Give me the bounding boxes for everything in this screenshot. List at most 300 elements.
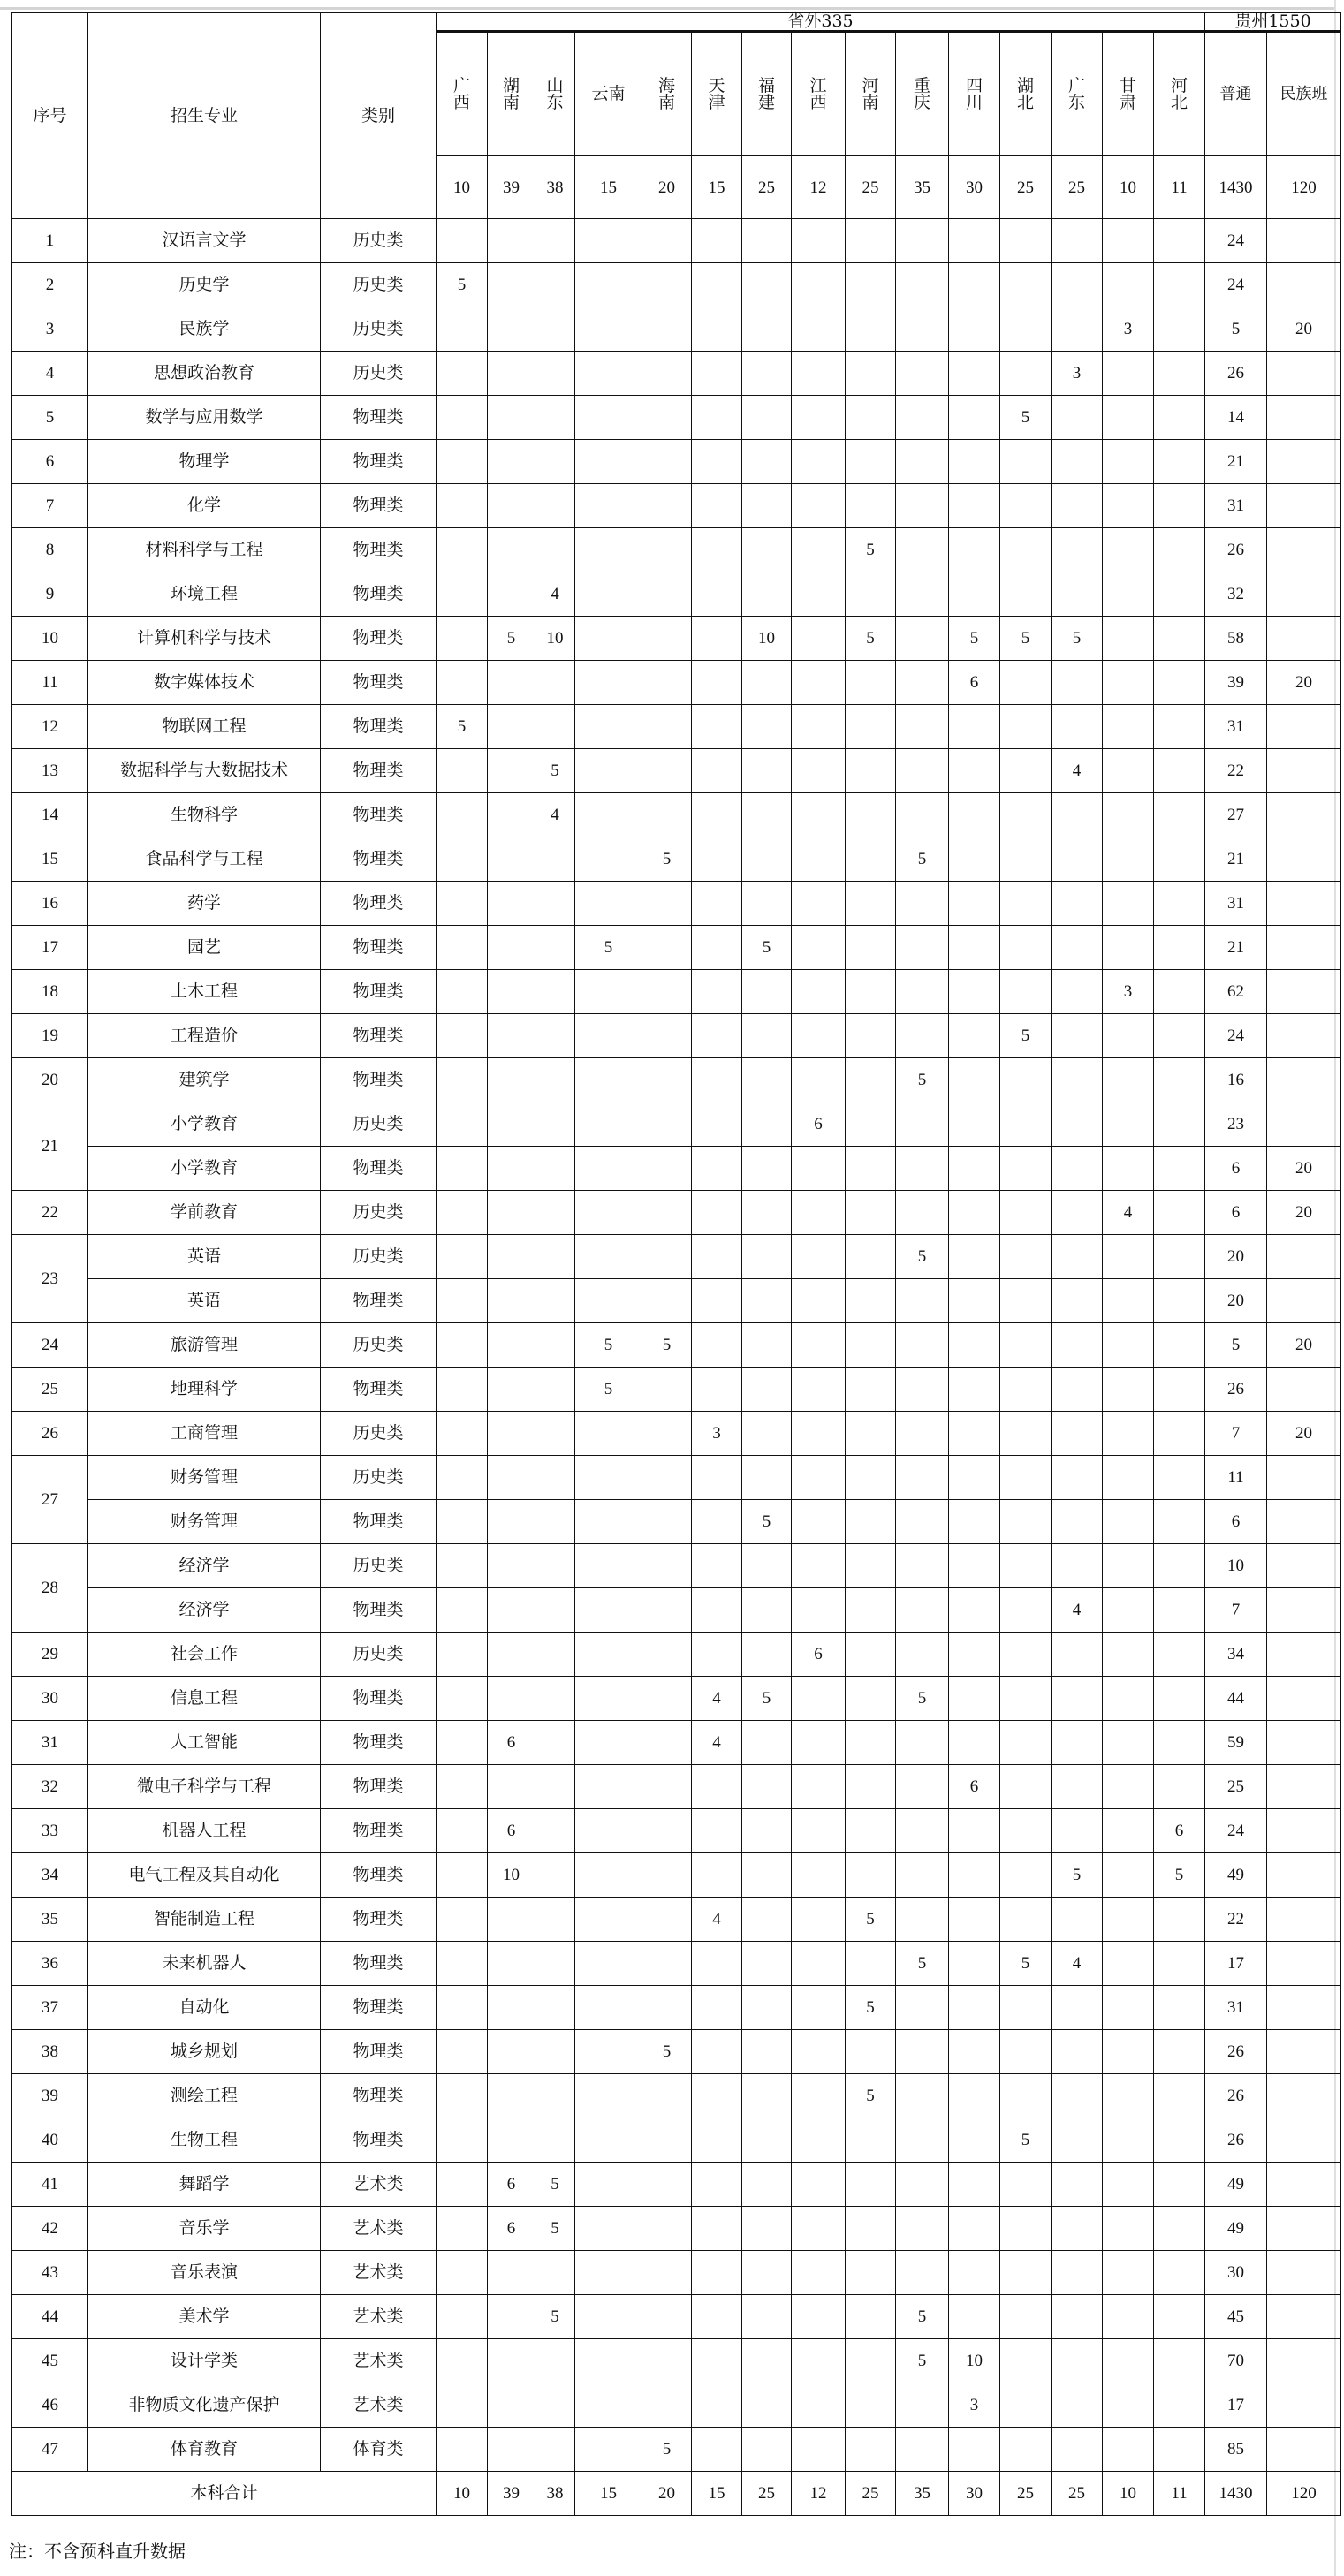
row-value (575, 2163, 642, 2207)
row-value (1103, 1588, 1154, 1633)
table-row (12, 1102, 1341, 1147)
row-value (437, 882, 488, 926)
row-value (1267, 705, 1341, 749)
row-value (488, 1058, 535, 1102)
row-value (949, 352, 1000, 396)
row-value (642, 2383, 692, 2428)
row-value: 11 (1205, 1456, 1267, 1500)
row-value: 5 (535, 2163, 575, 2207)
row-value: 5 (535, 2295, 575, 2339)
row-value (846, 2251, 896, 2295)
row-index: 46 (12, 2383, 88, 2428)
header-province-quota: 10 (1103, 156, 1154, 219)
row-value (1052, 1279, 1103, 1323)
row-value: 26 (1205, 528, 1267, 572)
row-value (846, 572, 896, 617)
row-value: 23 (1205, 1102, 1267, 1147)
row-value (1103, 1014, 1154, 1058)
row-value (792, 2251, 846, 2295)
row-value (692, 2295, 742, 2339)
row-value (742, 1942, 792, 1986)
row-value (692, 1633, 742, 1677)
row-value (1000, 2295, 1052, 2339)
row-value (1103, 1853, 1154, 1898)
row-value (575, 1235, 642, 1279)
row-value (896, 307, 949, 352)
row-value (1052, 705, 1103, 749)
row-value: 4 (692, 1721, 742, 1765)
row-value (1000, 440, 1052, 484)
row-value (437, 528, 488, 572)
row-value (846, 1235, 896, 1279)
row-value (575, 837, 642, 882)
row-value (1052, 970, 1103, 1014)
table-row (12, 2030, 1341, 2074)
row-value (1000, 1456, 1052, 1500)
row-value (488, 1500, 535, 1544)
row-value (1154, 1544, 1205, 1588)
row-value (896, 1323, 949, 1368)
row-value (949, 2428, 1000, 2472)
row-value (692, 1588, 742, 1633)
row-value (692, 1102, 742, 1147)
row-value: 6 (792, 1102, 846, 1147)
row-value (642, 970, 692, 1014)
row-value: 17 (1205, 2383, 1267, 2428)
row-value: 5 (1000, 617, 1052, 661)
row-value: 5 (642, 2428, 692, 2472)
row-value (535, 528, 575, 572)
row-value (1154, 1147, 1205, 1191)
row-value: 5 (742, 1677, 792, 1721)
row-value: 4 (535, 793, 575, 837)
row-value (1267, 837, 1341, 882)
row-value: 6 (488, 1721, 535, 1765)
table-row (12, 396, 1341, 440)
row-index: 47 (12, 2428, 88, 2472)
row-value (1052, 926, 1103, 970)
row-category: 艺术类 (321, 2251, 437, 2295)
row-value (437, 1588, 488, 1633)
row-index: 23 (12, 1235, 88, 1323)
row-index: 5 (12, 396, 88, 440)
row-value (535, 2030, 575, 2074)
row-value (488, 572, 535, 617)
row-value (896, 572, 949, 617)
row-value (1154, 2383, 1205, 2428)
row-value (575, 1853, 642, 1898)
row-value (1154, 705, 1205, 749)
row-value (792, 1677, 846, 1721)
header-province-quota: 38 (535, 156, 575, 219)
total-value: 25 (1000, 2472, 1052, 2516)
row-value (1267, 2207, 1341, 2251)
row-value (437, 2030, 488, 2074)
row-value (642, 528, 692, 572)
row-value (742, 1014, 792, 1058)
row-value (846, 2339, 896, 2383)
row-value (896, 528, 949, 572)
row-value (437, 1412, 488, 1456)
row-value (1000, 1633, 1052, 1677)
row-category: 体育类 (321, 2428, 437, 2472)
row-index: 43 (12, 2251, 88, 2295)
row-value (1154, 2207, 1205, 2251)
row-value (1267, 1721, 1341, 1765)
row-value (846, 2030, 896, 2074)
row-value (692, 1765, 742, 1809)
row-value (575, 661, 642, 705)
row-value: 21 (1205, 837, 1267, 882)
header-guizhou-sub: 民族班 (1267, 32, 1341, 156)
row-value (535, 307, 575, 352)
row-value (1267, 1368, 1341, 1412)
header-province: 湖 南 (488, 32, 535, 156)
row-value (1000, 2074, 1052, 2118)
table-row (12, 2428, 1341, 2472)
row-value (742, 1368, 792, 1412)
row-value (792, 219, 846, 263)
row-value (1000, 749, 1052, 793)
row-value (488, 1102, 535, 1147)
row-category: 物理类 (321, 661, 437, 705)
row-value (1000, 1279, 1052, 1323)
row-value (1154, 440, 1205, 484)
row-value (575, 528, 642, 572)
total-value: 20 (642, 2472, 692, 2516)
row-value (692, 2339, 742, 2383)
total-value: 12 (792, 2472, 846, 2516)
total-value: 10 (1103, 2472, 1154, 2516)
row-index: 14 (12, 793, 88, 837)
row-value (1000, 1677, 1052, 1721)
row-value (1052, 2428, 1103, 2472)
row-value (742, 970, 792, 1014)
row-value (535, 1235, 575, 1279)
row-value (792, 2163, 846, 2207)
row-value: 5 (896, 2339, 949, 2383)
row-value (692, 1191, 742, 1235)
row-value: 4 (1052, 1942, 1103, 1986)
row-value (846, 263, 896, 307)
header-province-quota: 25 (1000, 156, 1052, 219)
row-category: 物理类 (321, 396, 437, 440)
row-value (1267, 2251, 1341, 2295)
row-value (535, 1412, 575, 1456)
row-value: 5 (575, 1323, 642, 1368)
row-value (1103, 2207, 1154, 2251)
row-value (488, 1014, 535, 1058)
row-value (1103, 263, 1154, 307)
row-value (742, 1058, 792, 1102)
total-value: 35 (896, 2472, 949, 2516)
row-value: 7 (1205, 1412, 1267, 1456)
row-value (1103, 1721, 1154, 1765)
row-value: 5 (1154, 1853, 1205, 1898)
header-category: 类别 (321, 13, 437, 219)
row-value (1052, 1500, 1103, 1544)
row-value (1154, 528, 1205, 572)
table-row (12, 1456, 1341, 1500)
row-value: 5 (846, 528, 896, 572)
row-value: 3 (692, 1412, 742, 1456)
row-index: 35 (12, 1898, 88, 1942)
row-value (896, 1898, 949, 1942)
row-value (846, 749, 896, 793)
total-row (12, 2472, 1341, 2516)
row-value (488, 2383, 535, 2428)
row-value (575, 2295, 642, 2339)
header-province: 重 庆 (896, 32, 949, 156)
row-value (575, 2428, 642, 2472)
row-value (535, 1853, 575, 1898)
row-value (846, 1368, 896, 1412)
row-value (949, 926, 1000, 970)
row-value: 6 (792, 1633, 846, 1677)
row-value (692, 1368, 742, 1412)
header-province-quota: 35 (896, 156, 949, 219)
row-value (692, 2163, 742, 2207)
row-value: 21 (1205, 440, 1267, 484)
row-value (535, 352, 575, 396)
table-row (12, 1191, 1341, 1235)
row-value: 62 (1205, 970, 1267, 1014)
row-value (437, 617, 488, 661)
row-value: 4 (1052, 749, 1103, 793)
row-value (1052, 1544, 1103, 1588)
row-value: 5 (535, 749, 575, 793)
row-value (692, 219, 742, 263)
row-value (575, 793, 642, 837)
row-major: 经济学 (88, 1544, 321, 1588)
row-index: 25 (12, 1368, 88, 1412)
row-value (1103, 837, 1154, 882)
row-value (1103, 1412, 1154, 1456)
row-value (1000, 2030, 1052, 2074)
row-value (742, 2030, 792, 2074)
row-value (896, 2383, 949, 2428)
row-index: 4 (12, 352, 88, 396)
row-major: 英语 (88, 1235, 321, 1279)
row-value (692, 1014, 742, 1058)
row-value (535, 837, 575, 882)
row-value: 70 (1205, 2339, 1267, 2383)
row-value (642, 1412, 692, 1456)
row-major: 生物科学 (88, 793, 321, 837)
row-category: 物理类 (321, 1942, 437, 1986)
row-value (792, 2074, 846, 2118)
row-value (792, 2383, 846, 2428)
row-value (575, 617, 642, 661)
row-value (642, 1235, 692, 1279)
row-value (642, 926, 692, 970)
row-value: 21 (1205, 926, 1267, 970)
row-value (437, 1898, 488, 1942)
row-value (742, 2074, 792, 2118)
row-value (575, 352, 642, 396)
row-value (742, 1765, 792, 1809)
row-value (1000, 2207, 1052, 2251)
row-value (1000, 528, 1052, 572)
row-value (846, 1500, 896, 1544)
row-value: 30 (1205, 2251, 1267, 2295)
row-value (437, 1191, 488, 1235)
row-value (1267, 1456, 1341, 1500)
row-value (949, 1323, 1000, 1368)
row-value (949, 1235, 1000, 1279)
row-value (642, 484, 692, 528)
row-index: 26 (12, 1412, 88, 1456)
row-value (1052, 882, 1103, 926)
row-value (1000, 1235, 1052, 1279)
row-value (949, 572, 1000, 617)
row-value (437, 1765, 488, 1809)
row-value (896, 1986, 949, 2030)
row-value (437, 1809, 488, 1853)
row-major: 园艺 (88, 926, 321, 970)
row-value (437, 2383, 488, 2428)
row-category: 艺术类 (321, 2163, 437, 2207)
row-value (535, 1898, 575, 1942)
row-value (437, 1147, 488, 1191)
row-value (1052, 1677, 1103, 1721)
row-value: 49 (1205, 1853, 1267, 1898)
row-value (949, 1633, 1000, 1677)
row-value (1154, 1235, 1205, 1279)
row-value (1154, 1456, 1205, 1500)
row-value (437, 1677, 488, 1721)
row-value (896, 1633, 949, 1677)
row-value (792, 1898, 846, 1942)
row-value (949, 528, 1000, 572)
row-value (692, 1147, 742, 1191)
row-value (1052, 2118, 1103, 2163)
row-value (896, 2074, 949, 2118)
row-value (949, 1986, 1000, 2030)
row-value (488, 219, 535, 263)
row-value: 5 (896, 1677, 949, 1721)
row-value: 6 (488, 1809, 535, 1853)
row-value (846, 1765, 896, 1809)
row-value (1267, 2383, 1341, 2428)
row-value (488, 837, 535, 882)
header-guizhou-sub: 普通 (1205, 32, 1267, 156)
row-value (846, 1633, 896, 1677)
row-value (792, 528, 846, 572)
row-value (846, 1058, 896, 1102)
row-value (488, 1323, 535, 1368)
row-value (896, 396, 949, 440)
row-value (1267, 1279, 1341, 1323)
header-province: 河 南 (846, 32, 896, 156)
row-value (1267, 2428, 1341, 2472)
row-value (792, 396, 846, 440)
table-row (12, 1147, 1341, 1191)
row-value (488, 2030, 535, 2074)
header-province-quota: 12 (792, 156, 846, 219)
row-value (949, 219, 1000, 263)
row-value (742, 2383, 792, 2428)
row-value (488, 307, 535, 352)
row-value (742, 1721, 792, 1765)
row-value: 3 (949, 2383, 1000, 2428)
row-index: 3 (12, 307, 88, 352)
row-value (1103, 1147, 1154, 1191)
row-value (1154, 1986, 1205, 2030)
row-value: 20 (1267, 1147, 1341, 1191)
row-value (846, 837, 896, 882)
row-value (1103, 1765, 1154, 1809)
row-value (792, 1942, 846, 1986)
row-value (792, 1986, 846, 2030)
row-value (1000, 2383, 1052, 2428)
table-row (12, 1986, 1341, 2030)
row-value (1267, 219, 1341, 263)
table-row (12, 1633, 1341, 1677)
row-value (1103, 440, 1154, 484)
table-row (12, 1368, 1341, 1412)
row-index: 27 (12, 1456, 88, 1544)
row-value (535, 219, 575, 263)
row-value (535, 970, 575, 1014)
row-value (1000, 352, 1052, 396)
row-value (1103, 2383, 1154, 2428)
row-value (896, 1853, 949, 1898)
row-value: 24 (1205, 1014, 1267, 1058)
row-value (575, 219, 642, 263)
row-value (949, 749, 1000, 793)
row-value (1267, 1986, 1341, 2030)
row-value (949, 396, 1000, 440)
row-value (437, 793, 488, 837)
row-value (1103, 352, 1154, 396)
row-value (437, 1986, 488, 2030)
table-row (12, 1898, 1341, 1942)
row-value (1052, 793, 1103, 837)
row-value (1103, 1942, 1154, 1986)
row-value (792, 793, 846, 837)
row-value (846, 1942, 896, 1986)
row-major: 物联网工程 (88, 705, 321, 749)
row-value (575, 1721, 642, 1765)
row-value (846, 2118, 896, 2163)
row-value (535, 1677, 575, 1721)
row-value (742, 572, 792, 617)
row-value: 5 (846, 2074, 896, 2118)
row-value (1103, 1544, 1154, 1588)
row-value: 6 (488, 2207, 535, 2251)
row-value (437, 396, 488, 440)
row-value (1267, 396, 1341, 440)
row-value (575, 749, 642, 793)
row-category: 物理类 (321, 970, 437, 1014)
row-value (642, 1853, 692, 1898)
row-value: 6 (1205, 1147, 1267, 1191)
row-value (1267, 2074, 1341, 2118)
row-value (1052, 1809, 1103, 1853)
row-value (896, 2251, 949, 2295)
row-value: 10 (949, 2339, 1000, 2383)
row-value (1052, 1986, 1103, 2030)
row-value (1052, 2383, 1103, 2428)
header-province-quota: 10 (437, 156, 488, 219)
row-value (792, 2295, 846, 2339)
row-value (1000, 882, 1052, 926)
row-category: 历史类 (321, 1544, 437, 1588)
row-value (1267, 749, 1341, 793)
row-index: 16 (12, 882, 88, 926)
row-value (1000, 1323, 1052, 1368)
